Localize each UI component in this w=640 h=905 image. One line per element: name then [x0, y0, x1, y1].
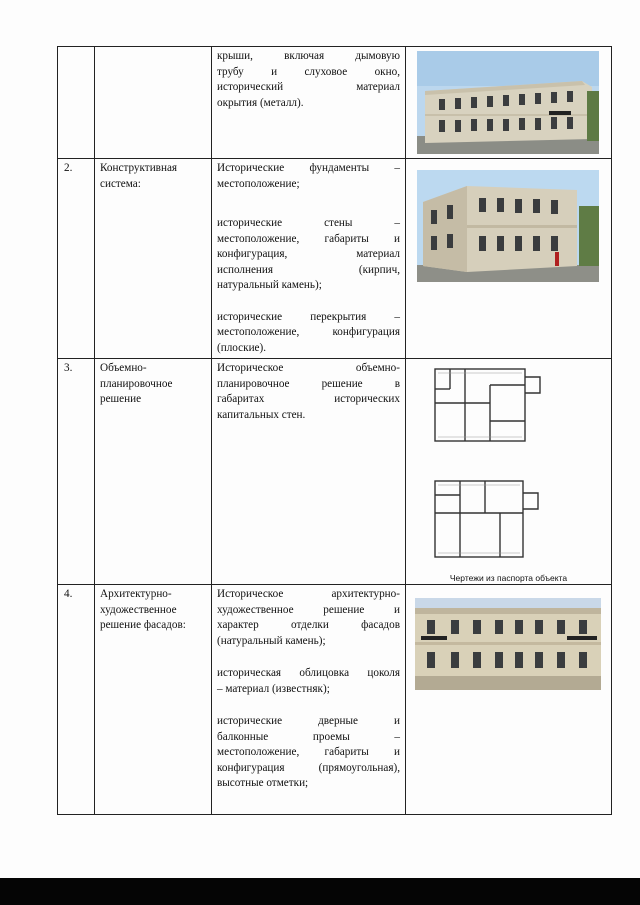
name-line: система:	[100, 177, 141, 190]
text-line: конфигурация, материал	[217, 248, 400, 260]
text-line: планировочное решение в	[217, 377, 400, 390]
photo-cell	[406, 159, 612, 359]
text-line: местоположение, габариты и	[217, 746, 400, 758]
row-number: 3.	[58, 359, 95, 585]
heritage-table	[57, 46, 612, 815]
table-row	[58, 159, 612, 359]
row-name	[95, 159, 212, 359]
name-line: решение фасадов:	[100, 619, 186, 631]
text-line: окрытия (металл).	[217, 96, 304, 109]
floor-plan-drawing	[430, 363, 580, 563]
table-row	[58, 585, 612, 815]
text-line: натуральный камень);	[217, 279, 322, 291]
name-line: решение	[100, 393, 142, 405]
description-paragraph	[217, 361, 400, 423]
row-description	[212, 359, 406, 585]
facade-photo	[415, 598, 601, 690]
text-line: местоположение, конфигурация	[217, 326, 400, 338]
photo-cell	[406, 585, 612, 815]
scan-edge-bar	[0, 878, 640, 905]
description-paragraph	[217, 49, 400, 111]
row-name	[95, 585, 212, 815]
text-line: габаритах исторических	[217, 393, 400, 405]
row-number: 2.	[58, 159, 95, 359]
text-line: капитальных стен.	[217, 408, 306, 421]
text-line: балконные проемы –	[217, 730, 400, 743]
text-line: исторические стены –	[217, 217, 400, 229]
description-paragraph	[217, 587, 400, 649]
row-description	[212, 159, 406, 359]
table-row	[58, 47, 612, 159]
text-line: конфигурация (прямоугольная),	[217, 761, 400, 774]
text-line: (плоские).	[217, 341, 267, 354]
text-line: Историческое архитектурно-	[217, 588, 400, 600]
table-row	[58, 359, 612, 585]
text-line: местоположение;	[217, 177, 300, 190]
photo-cell	[406, 359, 612, 585]
text-line: исторические дверные и	[217, 715, 400, 727]
row-number: 4.	[58, 585, 95, 815]
text-line: (натуральный камень);	[217, 634, 326, 647]
row-name	[95, 47, 212, 159]
text-line: местоположение, габариты и	[217, 232, 400, 245]
text-line: художественное решение и	[217, 603, 400, 616]
name-line: Архитектурно-	[100, 588, 172, 600]
drawing-caption: Чертежи из паспорта объекта	[449, 573, 568, 583]
row-description	[212, 47, 406, 159]
description-paragraph	[217, 161, 400, 192]
text-line: – материал (известняк);	[217, 682, 330, 695]
text-line: исторические перекрытия –	[217, 310, 400, 323]
row-description	[212, 585, 406, 815]
description-paragraph	[217, 666, 400, 697]
name-line: художественное	[100, 603, 177, 616]
text-line: историческая облицовка цоколя	[217, 667, 400, 679]
row-name	[95, 359, 212, 585]
description-paragraph	[217, 714, 400, 792]
description-paragraph	[217, 310, 400, 357]
text-line: характер отделки фасадов	[217, 619, 400, 631]
description-paragraph	[217, 216, 400, 294]
row-number	[58, 47, 95, 159]
text-line: крыши, включая дымовую	[217, 50, 400, 62]
photo-cell	[406, 47, 612, 159]
text-line: высотные отметки;	[217, 777, 309, 789]
text-line: трубу и слуховое окно,	[217, 65, 400, 78]
text-line: Исторические фундаменты –	[217, 162, 400, 174]
building-photo	[417, 170, 599, 282]
text-line: исторический материал	[217, 81, 400, 93]
building-photo	[417, 51, 599, 154]
name-line: планировочное	[100, 377, 173, 390]
text-line: Историческое объемно-	[217, 362, 400, 374]
name-line: Конструктивная	[100, 162, 178, 174]
text-line: исполнения (кирпич,	[217, 263, 400, 276]
name-line: Объемно-	[100, 362, 147, 374]
